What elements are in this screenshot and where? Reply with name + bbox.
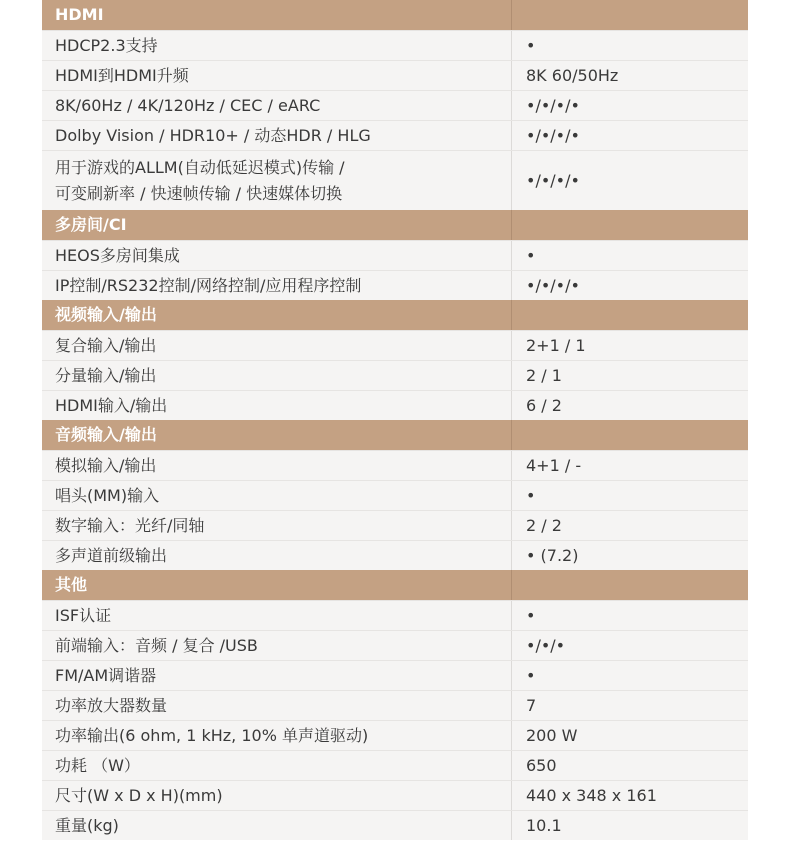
spec-label: 数字输入：光纤/同轴 (55, 515, 205, 535)
spec-value-cell (512, 31, 748, 60)
spec-label: HDMI输入/输出 (55, 395, 168, 415)
spec-label: 唱头(MM)输入 (55, 485, 160, 505)
spec-row (42, 780, 748, 810)
spec-row (42, 90, 748, 120)
spec-value-cell (512, 811, 748, 840)
spec-value-cell (512, 511, 748, 540)
spec-label: 多声道前级输出 (55, 545, 168, 565)
column-divider (511, 300, 512, 330)
spec-value-cell (512, 631, 748, 660)
spec-value-cell (512, 91, 748, 120)
spec-value: • (7.2) (526, 546, 579, 565)
section-title: 其他 (55, 575, 88, 594)
spec-label-cell (42, 31, 512, 60)
spec-label: 模拟输入/输出 (55, 455, 157, 475)
spec-label: Dolby Vision / HDR10+ / 动态HDR / HLG (55, 125, 371, 145)
spec-value: 4+1 / - (526, 456, 582, 475)
spec-label-cell (42, 151, 512, 210)
spec-value-cell (512, 61, 748, 90)
spec-value: 2 / 1 (526, 366, 562, 385)
section-title: 多房间/CI (55, 215, 127, 234)
spec-row (42, 660, 748, 690)
spec-label-cell (42, 541, 512, 570)
spec-row (42, 480, 748, 510)
column-divider (511, 420, 512, 450)
spec-label-cell (42, 691, 512, 720)
spec-label: HDMI到HDMI升频 (55, 65, 189, 85)
spec-value: •/•/• (526, 636, 566, 655)
spec-label: 重量(kg) (55, 815, 119, 835)
spec-value: • (526, 36, 536, 55)
spec-value-cell (512, 481, 748, 510)
spec-value: • (526, 666, 536, 685)
spec-row (42, 120, 748, 150)
spec-label-cell (42, 511, 512, 540)
spec-label-cell (42, 601, 512, 630)
spec-label-cell (42, 661, 512, 690)
spec-label-cell (42, 361, 512, 390)
spec-value-cell (512, 541, 748, 570)
spec-row (42, 750, 748, 780)
spec-label: ISF认证 (55, 605, 112, 625)
spec-value-cell (512, 121, 748, 150)
spec-label: 分量输入/输出 (55, 365, 157, 385)
spec-value-cell (512, 271, 748, 300)
spec-row (42, 630, 748, 660)
spec-value-cell (512, 331, 748, 360)
spec-label-cell (42, 331, 512, 360)
spec-value: 7 (526, 696, 537, 715)
spec-label: 功率输出(6 ohm, 1 kHz, 10% 单声道驱动) (55, 725, 369, 745)
section-header (42, 210, 748, 240)
spec-label-cell (42, 391, 512, 420)
spec-row (42, 270, 748, 300)
spec-label-cell (42, 751, 512, 780)
spec-row (42, 360, 748, 390)
spec-value: 650 (526, 756, 557, 775)
spec-label-cell (42, 121, 512, 150)
spec-label-cell (42, 451, 512, 480)
spec-row (42, 690, 748, 720)
section-header (42, 0, 748, 30)
spec-value: •/•/•/• (526, 171, 580, 190)
spec-label: 功率放大器数量 (55, 695, 168, 715)
spec-value: 2+1 / 1 (526, 336, 586, 355)
section-title: 音频输入/输出 (55, 425, 157, 444)
spec-table (42, 0, 748, 840)
spec-label: 8K/60Hz / 4K/120Hz / CEC / eARC (55, 95, 321, 115)
column-divider (511, 0, 512, 30)
spec-row (42, 540, 748, 570)
spec-value-cell (512, 661, 748, 690)
spec-label: HEOS多房间集成 (55, 245, 180, 265)
spec-value-cell (512, 691, 748, 720)
spec-value-cell (512, 601, 748, 630)
spec-label: IP控制/RS232控制/网络控制/应用程序控制 (55, 275, 362, 295)
spec-value: •/•/•/• (526, 126, 580, 145)
section-header (42, 420, 748, 450)
spec-value: 2 / 2 (526, 516, 562, 535)
spec-row (42, 450, 748, 480)
spec-label-cell (42, 481, 512, 510)
spec-label-cell (42, 781, 512, 810)
spec-label-cell (42, 631, 512, 660)
spec-label: 复合输入/输出 (55, 335, 157, 355)
spec-value-cell (512, 721, 748, 750)
spec-label-cell (42, 91, 512, 120)
spec-value-cell (512, 781, 748, 810)
spec-value: 6 / 2 (526, 396, 562, 415)
spec-label-cell (42, 811, 512, 840)
spec-label-cell (42, 721, 512, 750)
section-header (42, 570, 748, 600)
section-title: HDMI (55, 5, 104, 24)
spec-value-cell (512, 391, 748, 420)
spec-value-cell (512, 751, 748, 780)
spec-row (42, 30, 748, 60)
spec-row (42, 60, 748, 90)
spec-label: HDCP2.3支持 (55, 35, 158, 55)
spec-value: 200 W (526, 726, 578, 745)
spec-value: •/•/•/• (526, 276, 580, 295)
spec-value: • (526, 246, 536, 265)
spec-row (42, 240, 748, 270)
spec-label: 用于游戏的ALLM(自动低延迟模式)传输 / 可变刷新率 / 快速帧传输 / 快速媒体切换 (55, 157, 345, 203)
spec-value: • (526, 486, 536, 505)
spec-row (42, 810, 748, 840)
spec-label-cell (42, 271, 512, 300)
section-title: 视频输入/输出 (55, 305, 157, 324)
spec-row (42, 510, 748, 540)
spec-row (42, 390, 748, 420)
spec-label-cell (42, 61, 512, 90)
column-divider (511, 570, 512, 600)
spec-label: 功耗 （W） (55, 755, 140, 775)
spec-value: • (526, 606, 536, 625)
spec-value-cell (512, 151, 748, 210)
spec-value-cell (512, 451, 748, 480)
spec-value-cell (512, 361, 748, 390)
spec-row (42, 720, 748, 750)
column-divider (511, 210, 512, 240)
spec-row (42, 600, 748, 630)
section-header (42, 300, 748, 330)
spec-label-cell (42, 241, 512, 270)
spec-value: 10.1 (526, 816, 562, 835)
spec-value: 8K 60/50Hz (526, 66, 619, 85)
spec-label: 尺寸(W x D x H)(mm) (55, 785, 223, 805)
spec-value: •/•/•/• (526, 96, 580, 115)
spec-row (42, 330, 748, 360)
spec-label: FM/AM调谐器 (55, 665, 157, 685)
spec-value-cell (512, 241, 748, 270)
spec-row (42, 150, 748, 210)
spec-label: 前端输入：音频 / 复合 /USB (55, 635, 258, 655)
spec-value: 440 x 348 x 161 (526, 786, 657, 805)
